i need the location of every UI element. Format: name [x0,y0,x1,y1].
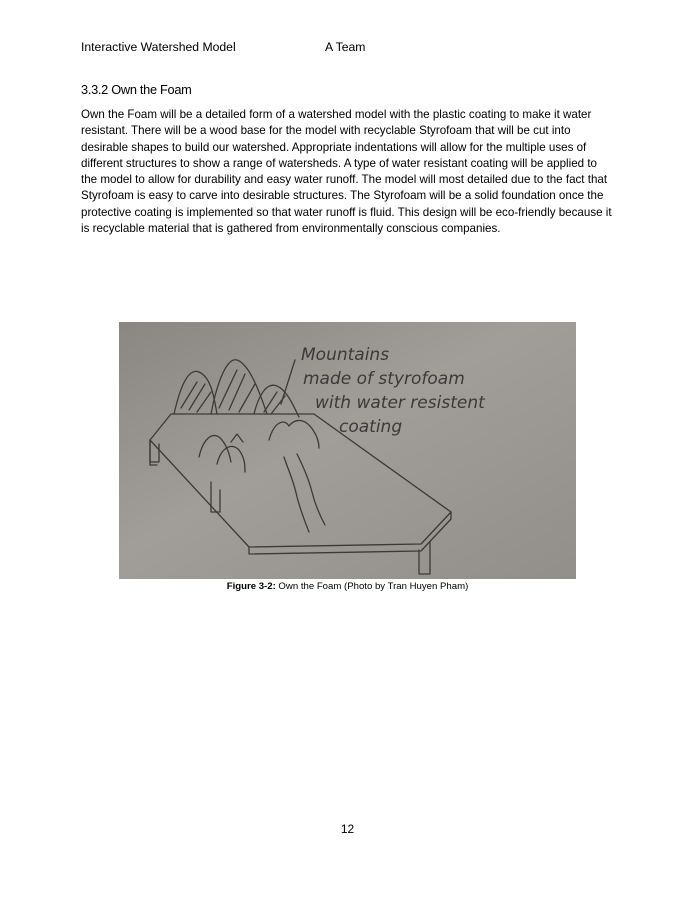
figure-caption-label: Figure 3-2: [226,581,276,592]
sketch-photo [119,322,576,579]
figure-caption [0,581,695,592]
sketch-note-line-2: made of styrofoam [303,369,465,389]
section-paragraph: Own the Foam will be a detailed form of a watershed model with the plastic coating to make it water resistant. There will be a wood base for the model with recyclable Styrofoam that will be cut into desirable shapes to build our watershed. Appropriate indentations will allow for the multiple uses of different structures to show a range of watersheds. A type of water resistant coating will be applied to the model to allow for durability and easy water runoff. The model will most detailed due to the fact that Styrofoam is easy to carve into desirable structures. The Styrofoam will be a solid foundation once the protective coating is implemented so that water runoff is fluid. This design will be eco-friendly because it is recyclable material that is gathered from environmentally conscious companies. [81,108,612,236]
sketch-note-line-3: with water resistent [315,393,485,413]
figure-caption-text: Own the Foam (Photo by Tran Huyen Pham) [275,581,469,592]
running-header-team: A Team [325,40,366,54]
sketch-note-line-4: coating [339,417,403,437]
sketch-note-line-1: Mountains [301,345,390,365]
page-number: 12 [340,822,355,836]
section-heading: 3.3.2 Own the Foam [81,82,192,97]
running-header-title: Interactive Watershed Model [81,40,236,54]
